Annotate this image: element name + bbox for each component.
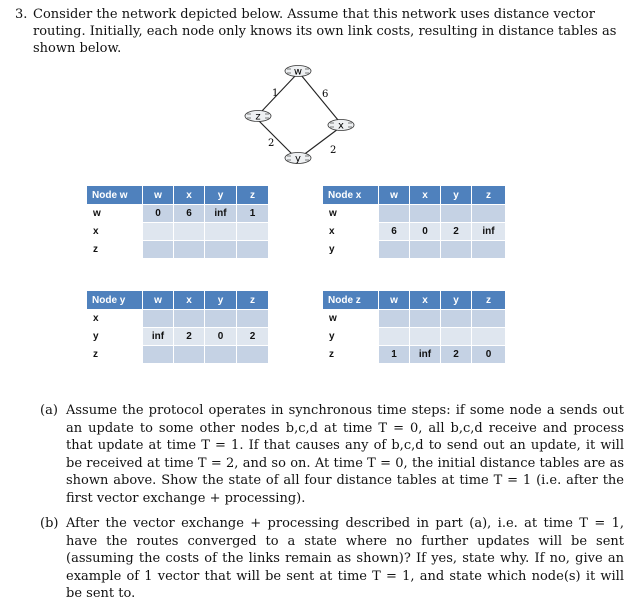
row-label: w: [323, 310, 379, 328]
cell: [205, 223, 237, 241]
edge-w-z: [261, 75, 296, 112]
table-title: Node z: [323, 291, 379, 310]
cell: [237, 241, 269, 259]
col-header: w: [143, 186, 174, 205]
col-header: x: [174, 186, 205, 205]
cell: 0: [205, 328, 237, 346]
row-label: y: [323, 328, 379, 346]
row-label: w: [87, 205, 143, 223]
cell: 2: [441, 223, 472, 241]
cell: inf: [143, 328, 174, 346]
cell: [205, 241, 237, 259]
row-label: y: [87, 328, 143, 346]
cell: [379, 241, 410, 259]
part-text: After the vector exchange + processing described in part (a), i.e. at time T = 1, have the routes converged to a state where no further updates will be sent (assuming the costs of the links remain as shown)? If yes, state why. If no, give an example of 1 vector that will be sent at time T = 1, and state which node(s) it will be sent to.: [66, 516, 624, 602]
col-header: y: [441, 291, 472, 310]
row-label: x: [323, 223, 379, 241]
col-header: w: [379, 186, 410, 205]
cell: [379, 310, 410, 328]
cell: [143, 223, 174, 241]
part-b: [40, 515, 624, 603]
cell: [205, 346, 237, 364]
cell: inf: [472, 223, 506, 241]
row-label: z: [87, 241, 143, 259]
cell: [410, 205, 441, 223]
cell: [174, 241, 205, 259]
node-label-y: y: [295, 153, 301, 165]
row-label: z: [87, 346, 143, 364]
cell: [441, 328, 472, 346]
col-header: z: [472, 291, 506, 310]
col-header: x: [410, 186, 441, 205]
node-label-z: z: [255, 111, 261, 123]
router-x-icon: [328, 120, 354, 132]
cell: 2: [441, 346, 472, 364]
cell: [441, 205, 472, 223]
cell: [472, 328, 506, 346]
edge-cost-x-y: 2: [330, 145, 337, 156]
part-text: Assume the protocol operates in synchronous time steps: if some node a sends out an update to some other nodes b,c,d at time T = 0, all b,c,d receive and process that update at time T = 1. If that causes any of b,c,d to send out an update, it will be received at time T = 2, and so on. At time T = 0, the initial distance tables are as shown above. Show the state of all four distance tables at time T = 1 (i.e. after the first vector exchange + processing).: [66, 403, 624, 506]
cell: [143, 241, 174, 259]
node-label-w: w: [293, 66, 303, 78]
cell: 0: [410, 223, 441, 241]
col-header: y: [205, 186, 237, 205]
col-header: z: [237, 186, 269, 205]
question-intro: Consider the network depicted below. Assume that this network uses distance vector routing. Initially, each node only knows its own link costs, resulting in distance tables as shown below.: [33, 7, 617, 56]
cell: 6: [379, 223, 410, 241]
col-header: z: [472, 186, 506, 205]
cell: 2: [237, 328, 269, 346]
cell: [410, 310, 441, 328]
cell: [237, 346, 269, 364]
col-header: w: [143, 291, 174, 310]
table-title: Node w: [87, 186, 143, 205]
node-label-x: x: [338, 120, 344, 132]
col-header: y: [205, 291, 237, 310]
row-label: z: [323, 346, 379, 364]
part-label: (a): [40, 403, 58, 418]
cell: [410, 241, 441, 259]
cell: [410, 328, 441, 346]
part-label: (b): [40, 516, 59, 531]
edge-z-y: [258, 120, 294, 156]
cell: [205, 310, 237, 328]
edge-cost-w-x: 6: [322, 89, 329, 100]
distance-table-node-z: [322, 290, 506, 364]
question-number: 3.: [15, 7, 28, 22]
cell: [472, 205, 506, 223]
row-label: w: [323, 205, 379, 223]
col-header: z: [237, 291, 269, 310]
cell: inf: [410, 346, 441, 364]
edge-cost-z-y: 2: [268, 138, 275, 149]
cell: [441, 241, 472, 259]
row-label: x: [87, 310, 143, 328]
table-title: Node x: [323, 186, 379, 205]
cell: 0: [472, 346, 506, 364]
cell: [472, 310, 506, 328]
cell: [441, 310, 472, 328]
network-diagram: [238, 60, 378, 168]
cell: [379, 328, 410, 346]
cell: 0: [143, 205, 174, 223]
table-title: Node y: [87, 291, 143, 310]
cell: [143, 310, 174, 328]
cell: 1: [237, 205, 269, 223]
cell: inf: [205, 205, 237, 223]
cell: [237, 310, 269, 328]
cell: [379, 205, 410, 223]
col-header: x: [410, 291, 441, 310]
distance-table-node-w: [86, 185, 269, 259]
edge-w-x: [301, 75, 338, 120]
cell: [143, 346, 174, 364]
cell: [237, 223, 269, 241]
row-label: y: [323, 241, 379, 259]
col-header: x: [174, 291, 205, 310]
row-label: x: [87, 223, 143, 241]
router-w-icon: [285, 66, 311, 78]
part-a: [40, 402, 624, 508]
col-header: w: [379, 291, 410, 310]
question-3: [15, 6, 625, 57]
distance-table-node-x: [322, 185, 506, 259]
distance-table-node-y: [86, 290, 269, 364]
edge-cost-w-z: 1: [272, 88, 279, 99]
cell: [472, 241, 506, 259]
cell: 6: [174, 205, 205, 223]
cell: [174, 310, 205, 328]
router-z-icon: [245, 111, 271, 123]
cell: [174, 346, 205, 364]
router-y-icon: [285, 153, 311, 165]
col-header: y: [441, 186, 472, 205]
cell: [174, 223, 205, 241]
cell: 1: [379, 346, 410, 364]
cell: 2: [174, 328, 205, 346]
